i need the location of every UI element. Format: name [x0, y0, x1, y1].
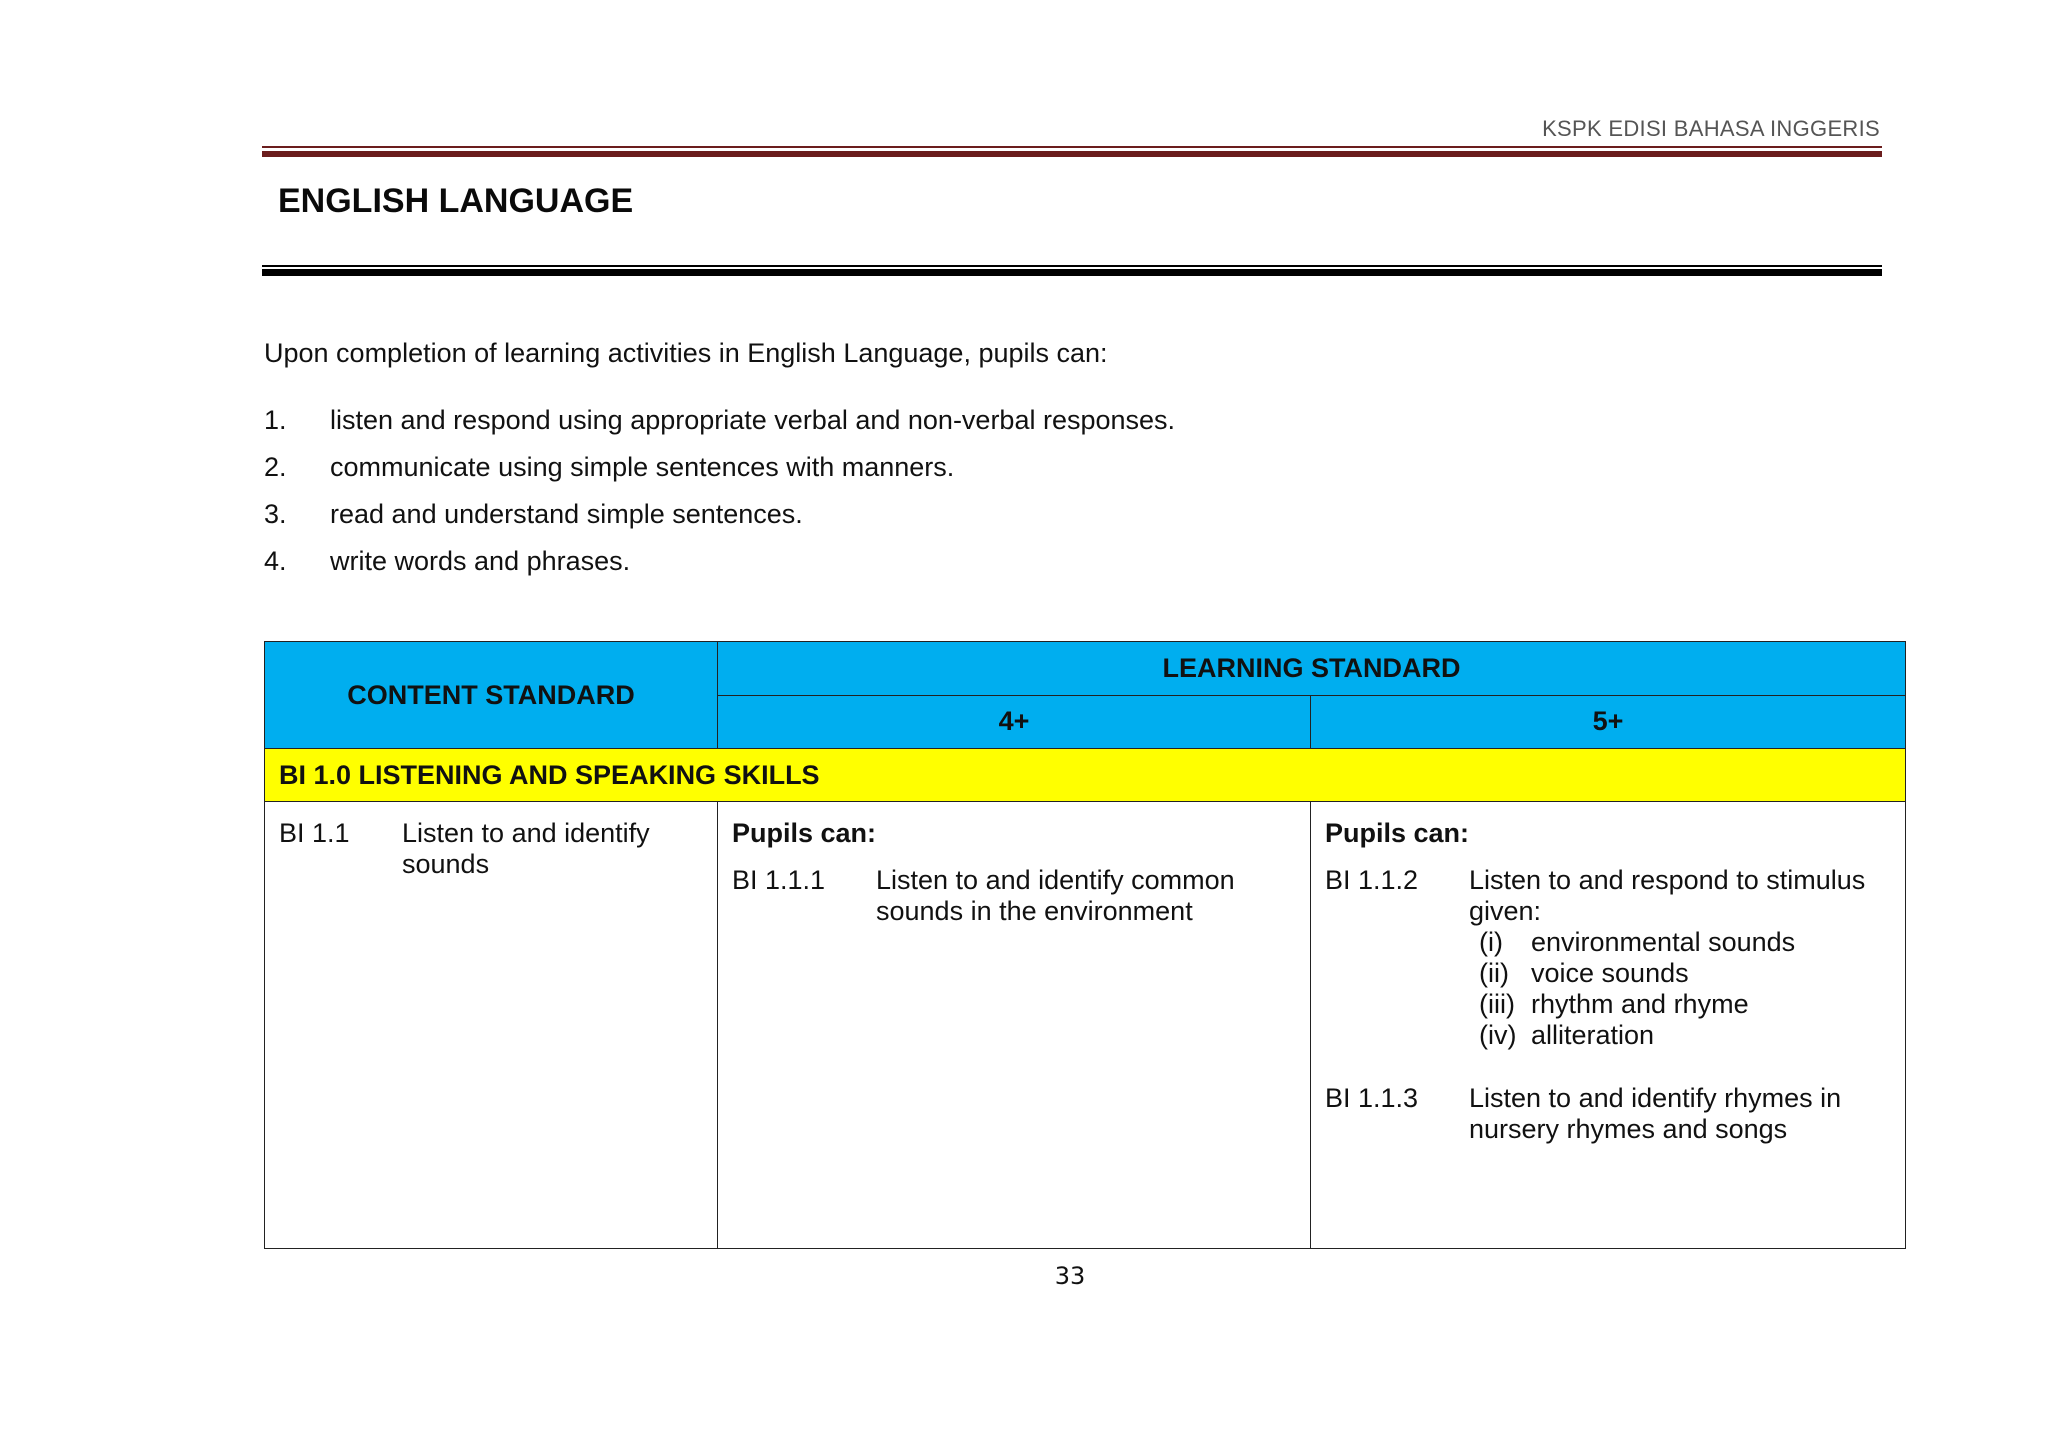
title-rule-thick [262, 269, 1882, 276]
sub-item-text: voice sounds [1531, 958, 1689, 988]
header-rule-thin [262, 146, 1882, 148]
sub-item-text: environmental sounds [1531, 927, 1796, 957]
learning-standard-5-cell [1311, 802, 1906, 1249]
content-standard-text: Listen to and identify sounds [402, 818, 650, 879]
objective-text: communicate using simple sentences with manners. [330, 452, 955, 482]
learning-standard-code: BI 1.1.1 [732, 865, 826, 895]
table-row [265, 802, 1906, 1249]
sub-item-text: alliteration [1531, 1020, 1655, 1050]
document-header-label: KSPK EDISI BAHASA INGGERIS [1542, 116, 1880, 141]
pupils-can-label: Pupils can: [1325, 818, 1470, 848]
objective-text: read and understand simple sentences. [330, 499, 803, 529]
learning-standard-4-cell [718, 802, 1311, 1249]
sub-item [1469, 958, 1891, 989]
intro-text: Upon completion of learning activities in English Language, pupils can: [264, 338, 1108, 368]
content-standard-header: CONTENT STANDARD [265, 642, 718, 749]
age-4-header: 4+ [718, 695, 1311, 749]
sub-item-text: rhythm and rhyme [1531, 989, 1749, 1019]
page-title: ENGLISH LANGUAGE [278, 182, 634, 220]
age-5-header: 5+ [1311, 695, 1906, 749]
section-heading: BI 1.0 LISTENING AND SPEAKING SKILLS [265, 749, 1906, 802]
learning-standard-item [1325, 865, 1891, 1051]
objective-number: 1. [264, 405, 287, 435]
pupils-can-label: Pupils can: [732, 818, 877, 848]
title-rule-thin [262, 265, 1882, 267]
learning-standard-code: BI 1.1.2 [1325, 865, 1419, 895]
objective-number: 2. [264, 452, 287, 482]
sub-item [1469, 1020, 1891, 1051]
learning-standard-text: Listen to and identify rhymes in nursery rhymes and songs [1469, 1083, 1842, 1144]
sub-item [1469, 989, 1891, 1020]
objective-item [264, 546, 1175, 593]
learning-standard-header: LEARNING STANDARD [718, 642, 1906, 696]
objective-item [264, 452, 1175, 499]
sub-item [1469, 927, 1891, 958]
objective-number: 4. [264, 546, 287, 576]
sub-item-numeral: (iv) [1479, 1020, 1517, 1050]
objective-item [264, 405, 1175, 452]
content-standard-cell [265, 802, 718, 1249]
learning-standard-item [732, 865, 1296, 927]
objective-text: listen and respond using appropriate verbal and non-verbal responses. [330, 405, 1176, 435]
objectives-list [264, 405, 1175, 593]
learning-standard-item [1325, 1083, 1891, 1145]
objective-text: write words and phrases. [330, 546, 631, 576]
header-rule-thick [262, 151, 1882, 157]
content-standard-code: BI 1.1 [279, 818, 350, 848]
learning-standard-text: Listen to and identify common sounds in the environment [876, 865, 1235, 926]
page-number: 33 [1054, 1262, 1086, 1290]
sub-item-numeral: (ii) [1479, 958, 1509, 988]
sub-item-numeral: (i) [1479, 927, 1503, 957]
standards-table [264, 641, 1906, 1249]
learning-standard-code: BI 1.1.3 [1325, 1083, 1419, 1113]
objective-item [264, 499, 1175, 546]
sub-item-numeral: (iii) [1479, 989, 1515, 1019]
objective-number: 3. [264, 499, 287, 529]
learning-standard-text: Listen to and respond to stimulus given: [1469, 865, 1866, 926]
